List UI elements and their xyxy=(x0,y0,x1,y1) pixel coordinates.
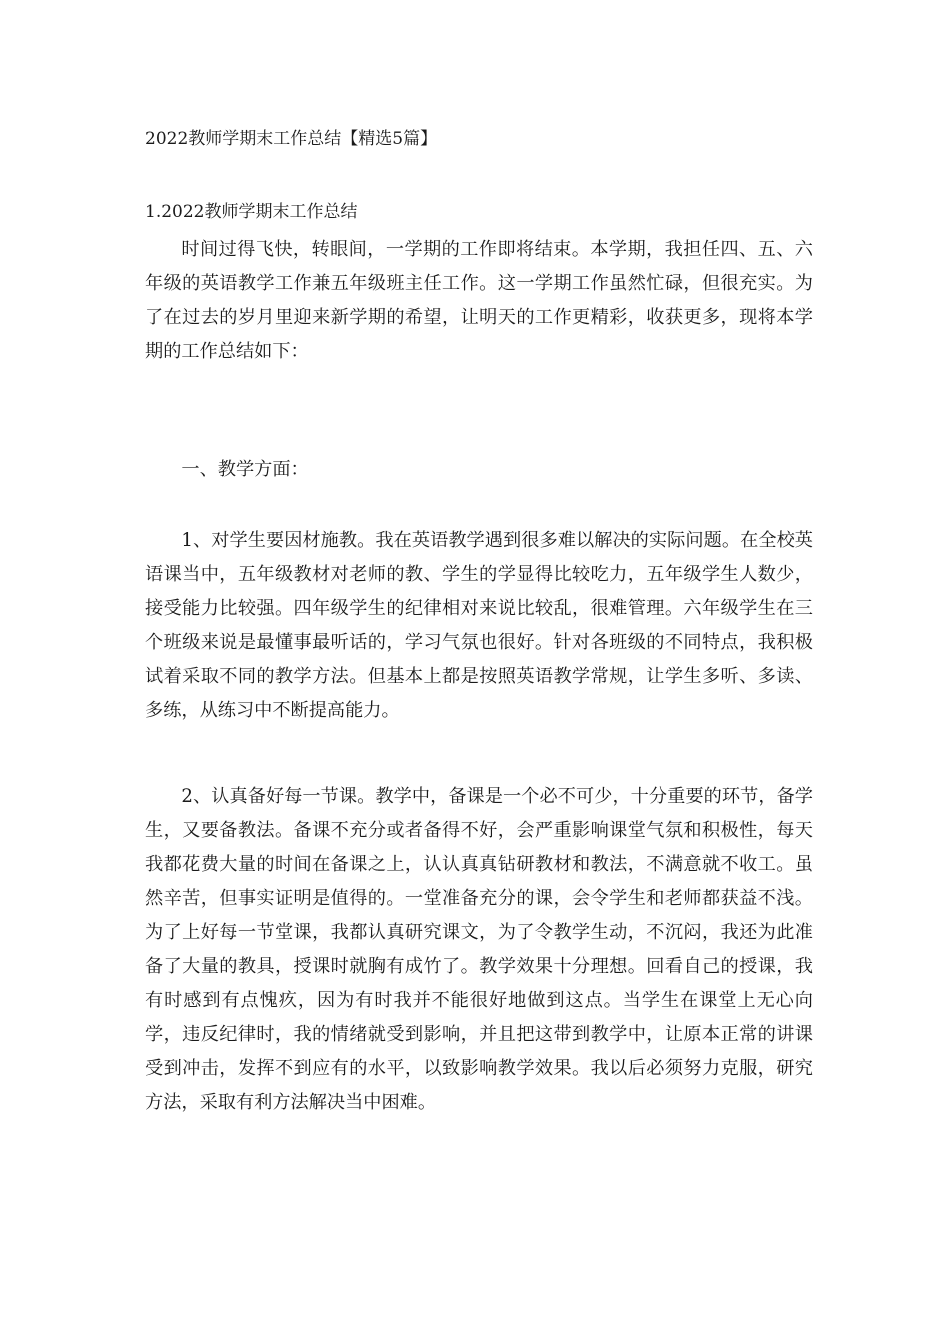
section-heading: 1.2022教师学期末工作总结 xyxy=(145,202,358,222)
document-title: 2022教师学期末工作总结【精选5篇】 xyxy=(145,129,438,149)
intro-paragraph: 时间过得飞快，转眼间，一学期的工作即将结束。本学期，我担任四、五、六年级的英语教学工作兼五年级班主任工作。这一学期工作虽然忙碌，但很充实。为了在过去的岁月里迎来新学期的希望，让明天的工作更精彩，收获更多，现将本学期的工作总结如下： xyxy=(145,239,813,362)
teaching-heading: 一、教学方面： xyxy=(181,459,309,480)
item-2-paragraph: 2、认真备好每一节课。教学中，备课是一个必不可少，十分重要的环节，备学生，又要备教法。备课不充分或者备得不好，会严重影响课堂气氛和积极性，每天我都花费大量的时间在备课之上，认认真真钻研教材和教法，不满意就不收工。虽然辛苦，但事实证明是值得的。一堂准备充分的课，会令学生和老师都获益不浅。为了上好每一节堂课，我都认真研究课文，为了令教学生动，不沉闷，我还为此准备了大量的教具，授课时就胸有成竹了。教学效果十分理想。回看自己的授课，我有时感到有点愧疚，因为有时我并不能很好地做到这点。当学生在课堂上无心向学，违反纪律时，我的情绪就受到影响，并且把这带到教学中，让原本正常的讲课受到冲击，发挥不到应有的水平，以致影响教学效果。我以后必须努力克服，研究方法，采取有利方法解决当中困难。 xyxy=(145,786,813,1113)
item-1-paragraph: 1、对学生要因材施教。我在英语教学遇到很多难以解决的实际问题。在全校英语课当中，五年级教材对老师的教、学生的学显得比较吃力，五年级学生人数少，接受能力比较强。四年级学生的纪律相对来说比较乱，很难管理。六年级学生在三个班级来说是最懂事最听话的，学习气氛也很好。针对各班级的不同特点，我积极试着采取不同的教学方法。但基本上都是按照英语教学常规，让学生多听、多读、多练，从练习中不断提高能力。 xyxy=(145,530,813,721)
